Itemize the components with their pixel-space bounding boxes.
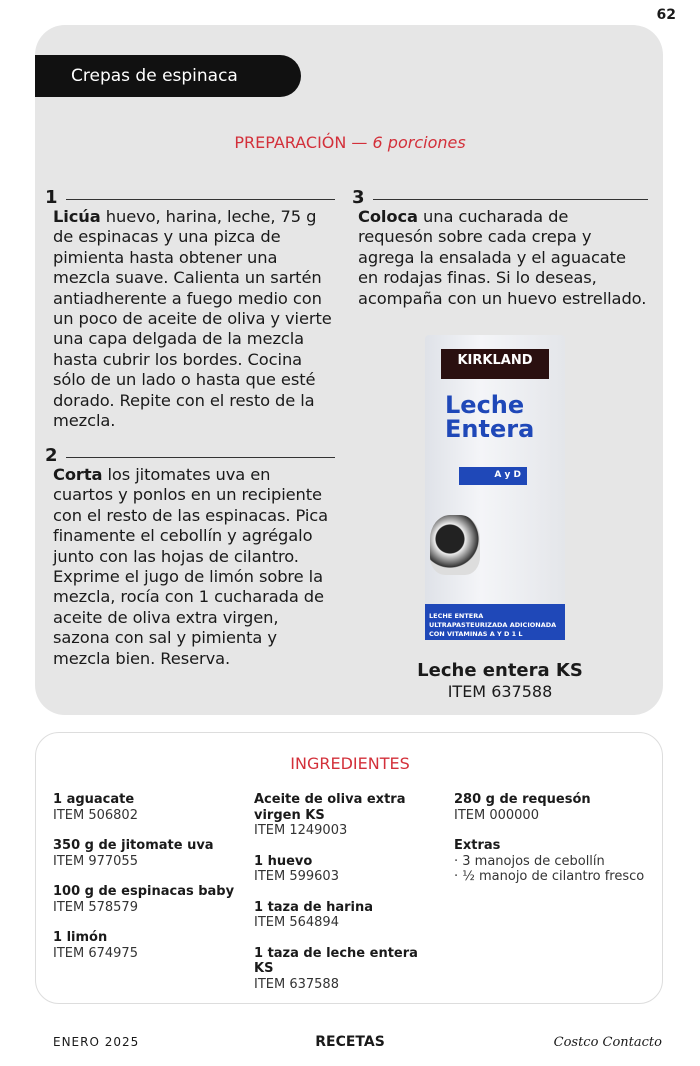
step-verb: Licúa — [53, 207, 101, 226]
carton-line2: Entera — [445, 415, 535, 443]
ingredient-name: Aceite de oliva extra virgen KS — [254, 792, 406, 823]
page-number: 62 — [656, 7, 676, 23]
ingredient-code: ITEM 674975 — [53, 945, 138, 961]
ingredient-code: ITEM 564894 — [254, 915, 339, 930]
carton-band: LECHE ENTERA ULTRAPASTEURIZADA ADICIONADA CON VITAMINAS A Y D 1 L — [425, 604, 565, 640]
portions: 6 porciones — [372, 133, 466, 152]
footer-date: ENERO 2025 — [53, 1035, 140, 1049]
footer-brand: Costco Contacto — [553, 1035, 662, 1050]
step-number: 2 — [45, 444, 58, 466]
ingredient-item — [254, 792, 434, 839]
ingredient-item — [53, 884, 253, 915]
ingredient-name: 1 taza de leche entera KS — [254, 945, 418, 976]
ingredient-code: ITEM 1249003 — [254, 823, 348, 838]
step-number: 3 — [352, 186, 365, 208]
step-verb: Corta — [53, 465, 103, 484]
milk-carton-image — [425, 335, 565, 640]
ingredient-code: ITEM 637588 — [254, 976, 339, 992]
step-text: una cucharada de requesón sobre cada crepa y agrega la ensalada y el aguacate en rodajas finas. Si lo deseas, acompaña con un huevo estrellado. — [358, 207, 647, 308]
ingredient-item — [254, 946, 434, 993]
ingredient-name: 350 g de jitomate uva — [53, 838, 214, 853]
preparation-label: PREPARACIÓN — — [234, 133, 368, 152]
ingredient-name: 280 g de requesón — [454, 792, 591, 807]
ingredient-item — [454, 792, 654, 823]
step-text: huevo, harina, leche, 75 g de espinacas y una pizca de pimienta hasta obtener una mezcla suave. Calienta un sartén antiadherente a fuego medio con un poco de aceite de oliva y vierte una capa delgada de la mezcla hasta cubrir los bordes. Cocina sólo de un lado o hasta que esté dorado. Repite con el resto de la mezcla. — [53, 207, 332, 431]
extras-list — [454, 854, 654, 885]
extras-title: Extras — [454, 838, 501, 853]
cow-icon — [430, 515, 480, 575]
product-item: ITEM 637588 — [447, 682, 553, 701]
extra-item: · 3 manojos de cebollín — [454, 854, 654, 870]
ingredient-code: ITEM 506802 — [53, 807, 138, 823]
ingredient-name: 1 taza de harina — [254, 899, 373, 915]
ingredient-item — [53, 930, 253, 961]
step-3 — [352, 187, 648, 309]
recipe-title: Crepas de espinaca — [35, 55, 301, 97]
carton-brand: KIRKLAND — [441, 349, 549, 379]
ingredient-item — [254, 854, 434, 885]
ingredient-code: ITEM 599603 — [254, 869, 339, 884]
ingredient-code: ITEM 000000 — [454, 807, 539, 823]
ingredient-name: 1 aguacate — [53, 792, 135, 807]
carton-line1: Leche — [445, 391, 525, 419]
vitamin-badge: A y D — [459, 467, 527, 485]
ingredient-name: 1 limón — [53, 930, 108, 945]
step-1 — [45, 187, 335, 431]
carton-title — [445, 393, 534, 441]
preparation-heading — [0, 133, 700, 152]
step-text: los jitomates uva en cuartos y ponlos en un recipiente con el resto de las espinacas. Pica finamente el cebollín y agrégalo junto con las hojas de cilantro. Exprime el jugo de limón sobre la mezcla, rocía con 1 cucharada de aceite de oliva extra virgen, sazona con sal y pimienta y mezcla bien. Reserva. — [53, 465, 328, 668]
ingredients-title: INGREDIENTES — [290, 754, 410, 773]
ingredient-code: ITEM 578579 — [53, 899, 138, 915]
ingredient-name: 100 g de espinacas baby — [53, 884, 235, 899]
ingredient-name: 1 huevo — [254, 853, 313, 869]
step-number: 1 — [45, 186, 58, 208]
step-verb: Coloca — [358, 207, 418, 226]
ingredient-item — [53, 838, 253, 869]
footer-section: RECETAS — [315, 1034, 385, 1050]
ingredients-col-1 — [53, 792, 253, 976]
product-name: Leche entera KS — [417, 660, 583, 681]
ingredients-col-3 — [454, 792, 654, 885]
ingredient-item — [254, 900, 434, 931]
extra-item: · ½ manojo de cilantro fresco — [454, 869, 654, 885]
ingredient-code: ITEM 977055 — [53, 853, 138, 869]
ingredient-item — [53, 792, 253, 823]
ingredients-col-2 — [254, 792, 434, 1007]
step-2 — [45, 445, 335, 669]
